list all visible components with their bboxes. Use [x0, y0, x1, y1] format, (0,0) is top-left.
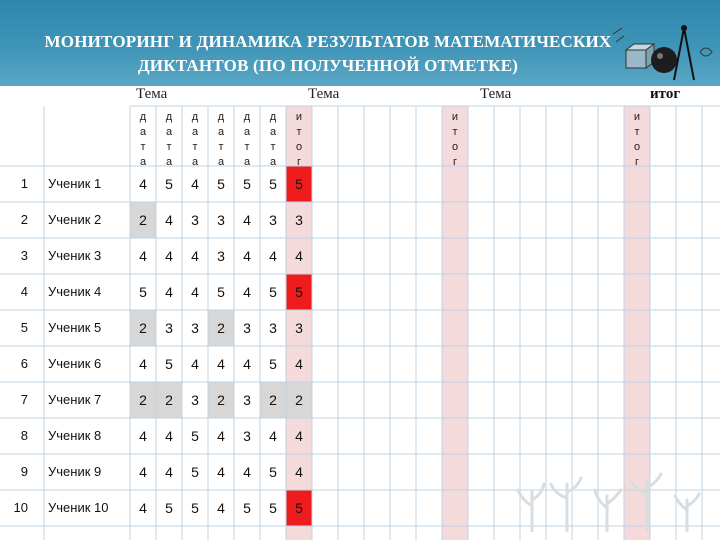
result-cell: 4 [295, 248, 303, 264]
grade-cell: 5 [165, 500, 173, 516]
result-cell: 2 [295, 392, 303, 408]
grade-cell: 4 [139, 248, 147, 264]
grade-cell: 5 [269, 356, 277, 372]
header-letter: т [140, 141, 146, 153]
student-name: Ученик 2 [48, 212, 102, 227]
plants-silhouette-icon [512, 470, 712, 532]
header-letter: г [634, 156, 639, 168]
header-letter: д [217, 111, 225, 123]
header-letter: и [295, 111, 303, 123]
grade-cell: 4 [191, 356, 199, 372]
date-column-header [156, 110, 182, 170]
topic-header-2: Тема [308, 86, 340, 102]
header-letter: а [191, 156, 199, 168]
student-name: Ученик 7 [48, 392, 102, 407]
header-letter: а [165, 156, 173, 168]
result-cell: 4 [295, 356, 303, 372]
student-name: Ученик 9 [48, 464, 102, 479]
final-header: итог [650, 86, 681, 102]
grade-cell: 4 [217, 356, 225, 372]
header-letter: а [139, 156, 147, 168]
student-name: Ученик 5 [48, 320, 102, 335]
header-letter: т [218, 141, 224, 153]
result-cell: 3 [295, 212, 303, 228]
grade-cell: 5 [191, 500, 199, 516]
title-line-1: МОНИТОРИНГ И ДИНАМИКА РЕЗУЛЬТАТОВ МАТЕМАТИЧЕСКИХ [44, 32, 612, 51]
result-cell: 5 [295, 500, 303, 516]
header-letter: а [243, 156, 251, 168]
topic-header-3: Тема [480, 86, 512, 102]
grade-cell: 4 [191, 284, 199, 300]
grade-cell: 5 [269, 500, 277, 516]
grade-cell: 4 [165, 428, 173, 444]
header-letter: т [166, 141, 172, 153]
grade-cell: 5 [243, 176, 251, 192]
header-letter: и [451, 111, 459, 123]
grade-cell: 2 [217, 320, 225, 336]
student-number: 9 [20, 464, 28, 479]
student-name: Ученик 8 [48, 428, 102, 443]
result-cell: 4 [295, 428, 303, 444]
grade-cell: 5 [217, 176, 225, 192]
grade-cell: 4 [217, 500, 225, 516]
student-name: Ученик 1 [48, 176, 102, 191]
student-number: 10 [13, 500, 28, 515]
grade-cell: 4 [191, 176, 199, 192]
grade-cell: 3 [191, 320, 199, 336]
student-number: 6 [20, 356, 28, 371]
grade-cell: 2 [139, 392, 147, 408]
grade-cell: 5 [139, 284, 147, 300]
grade-cell: 4 [165, 212, 173, 228]
itog-column-header [442, 110, 468, 170]
header-letter: д [191, 111, 199, 123]
header-letter: а [269, 156, 277, 168]
header-letter: а [139, 126, 147, 138]
grade-cell: 4 [269, 248, 277, 264]
grade-cell: 2 [165, 392, 173, 408]
grade-cell: 2 [217, 392, 225, 408]
grade-cell: 5 [243, 500, 251, 516]
grade-cell: 4 [217, 464, 225, 480]
header-letter: т [192, 141, 198, 153]
grade-cell: 2 [139, 212, 147, 228]
grade-cell: 4 [217, 428, 225, 444]
header-letter: г [296, 156, 301, 168]
header-letter: а [243, 126, 251, 138]
grade-cell: 4 [243, 248, 251, 264]
grade-cell: 4 [165, 284, 173, 300]
header-letter: г [452, 156, 457, 168]
date-column-header [208, 110, 234, 170]
grade-cell: 5 [165, 176, 173, 192]
student-number: 7 [20, 392, 28, 407]
student-name: Ученик 3 [48, 248, 102, 263]
grade-cell: 5 [191, 464, 199, 480]
student-name: Ученик 10 [48, 500, 109, 515]
grade-cell: 4 [139, 356, 147, 372]
grade-cell: 3 [217, 212, 225, 228]
header-letter: т [452, 126, 458, 138]
header-letter: т [270, 141, 276, 153]
grade-cell: 4 [139, 176, 147, 192]
header-letter: и [633, 111, 641, 123]
header-letter: а [217, 126, 225, 138]
header-letter: а [217, 156, 225, 168]
student-number: 3 [20, 248, 28, 263]
grade-cell: 3 [243, 320, 251, 336]
result-cell: 4 [295, 464, 303, 480]
header-letter: д [139, 111, 147, 123]
grade-cell: 3 [269, 320, 277, 336]
grade-cell: 5 [269, 464, 277, 480]
header-letter: а [165, 126, 173, 138]
grade-cell: 5 [191, 428, 199, 444]
grade-cell: 4 [191, 248, 199, 264]
header-letter: т [634, 126, 640, 138]
grade-cell: 4 [165, 464, 173, 480]
grade-cell: 3 [165, 320, 173, 336]
student-number: 5 [20, 320, 28, 335]
header-letter: о [451, 141, 459, 153]
grade-cell: 5 [217, 284, 225, 300]
grade-cell: 5 [165, 356, 173, 372]
itog-column-header [286, 110, 312, 170]
grade-cell: 4 [243, 284, 251, 300]
header-letter: д [243, 111, 251, 123]
grade-cell: 3 [243, 392, 251, 408]
grade-cell: 5 [269, 176, 277, 192]
result-cell: 5 [295, 176, 303, 192]
grade-cell: 4 [139, 464, 147, 480]
topic-header-1: Тема [136, 86, 168, 102]
title-line-2: ДИКТАНТОВ (ПО ПОЛУЧЕННОЙ ОТМЕТКЕ) [137, 56, 519, 75]
grade-cell: 2 [139, 320, 147, 336]
grade-cell: 3 [191, 212, 199, 228]
header-letter: а [269, 126, 277, 138]
student-number: 1 [20, 176, 28, 191]
grade-cell: 5 [269, 284, 277, 300]
header-letter: т [244, 141, 250, 153]
header-letter: т [296, 126, 302, 138]
date-column-header [260, 110, 286, 170]
header-letter: о [295, 141, 303, 153]
student-name: Ученик 4 [48, 284, 102, 299]
student-number: 4 [20, 284, 28, 299]
grade-cell: 4 [243, 464, 251, 480]
result-cell: 5 [295, 284, 303, 300]
student-number: 2 [20, 212, 28, 227]
grade-cell: 4 [165, 248, 173, 264]
grade-cell: 2 [269, 392, 277, 408]
grade-cell: 3 [191, 392, 199, 408]
date-column-header [234, 110, 260, 170]
grade-cell: 4 [139, 428, 147, 444]
date-column-header [182, 110, 208, 170]
header-letter: д [165, 111, 173, 123]
student-name: Ученик 6 [48, 356, 102, 371]
header-letter: о [633, 141, 641, 153]
itog-column-header [624, 110, 650, 170]
grade-cell: 3 [269, 212, 277, 228]
date-column-header [130, 110, 156, 170]
grade-cell: 3 [217, 248, 225, 264]
header-letter: д [269, 111, 277, 123]
grade-cell: 4 [139, 500, 147, 516]
result-cell: 3 [295, 320, 303, 336]
grade-cell: 4 [269, 428, 277, 444]
grade-cell: 4 [243, 356, 251, 372]
grade-cell: 3 [243, 428, 251, 444]
itog-column-bg [442, 106, 468, 540]
header-letter: а [191, 126, 199, 138]
grade-cell: 4 [243, 212, 251, 228]
student-number: 8 [20, 428, 28, 443]
